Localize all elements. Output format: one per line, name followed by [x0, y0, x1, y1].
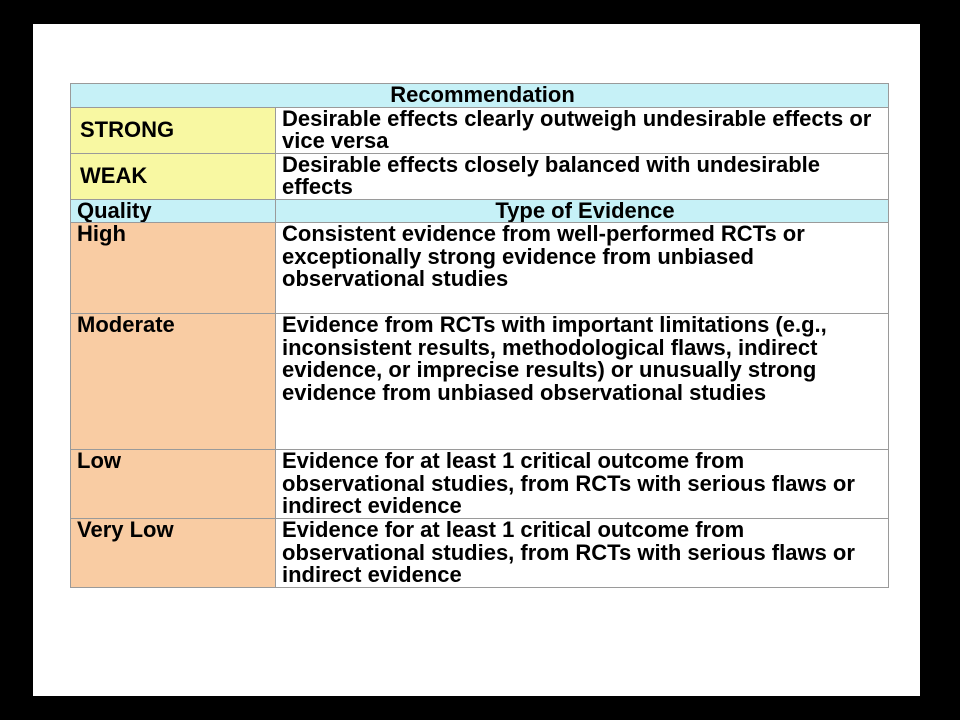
recommendation-description-weak: Desirable effects closely balanced with undesirable effects	[276, 153, 889, 199]
slide	[33, 24, 920, 696]
quality-description-low: Evidence for at least 1 critical outcome from observational studies, from RCTs with serious flaws or indirect evidence	[276, 450, 889, 519]
recommendation-label-weak: WEAK	[71, 153, 276, 199]
quality-description-moderate: Evidence from RCTs with important limitations (e.g., inconsistent results, methodological flaws, indirect evidence, or imprecise results) or unusually strong evidence from unbiased observational studies	[276, 314, 889, 450]
recommendation-header: Recommendation	[71, 84, 889, 108]
quality-description-very-low: Evidence for at least 1 critical outcome from observational studies, from RCTs with serious flaws or indirect evidence	[276, 519, 889, 588]
quality-label-low: Low	[71, 450, 276, 519]
quality-header-row	[71, 199, 889, 223]
table-row-low	[71, 450, 889, 519]
quality-label-moderate: Moderate	[71, 314, 276, 450]
table-row-very-low	[71, 519, 889, 588]
recommendation-label-strong: STRONG	[71, 107, 276, 153]
recommendation-description-strong: Desirable effects clearly outweigh undesirable effects or vice versa	[276, 107, 889, 153]
table-row-moderate	[71, 314, 889, 450]
evidence-header: Type of Evidence	[276, 199, 889, 223]
quality-label-high: High	[71, 223, 276, 314]
grade-table	[70, 83, 889, 588]
recommendation-header-row	[71, 84, 889, 108]
table-row-high	[71, 223, 889, 314]
table-row-strong	[71, 107, 889, 153]
quality-description-high: Consistent evidence from well-performed RCTs or exceptionally strong evidence from unbiased observational studies	[276, 223, 889, 314]
quality-header: Quality	[71, 199, 276, 223]
table-row-weak	[71, 153, 889, 199]
quality-label-very-low: Very Low	[71, 519, 276, 588]
